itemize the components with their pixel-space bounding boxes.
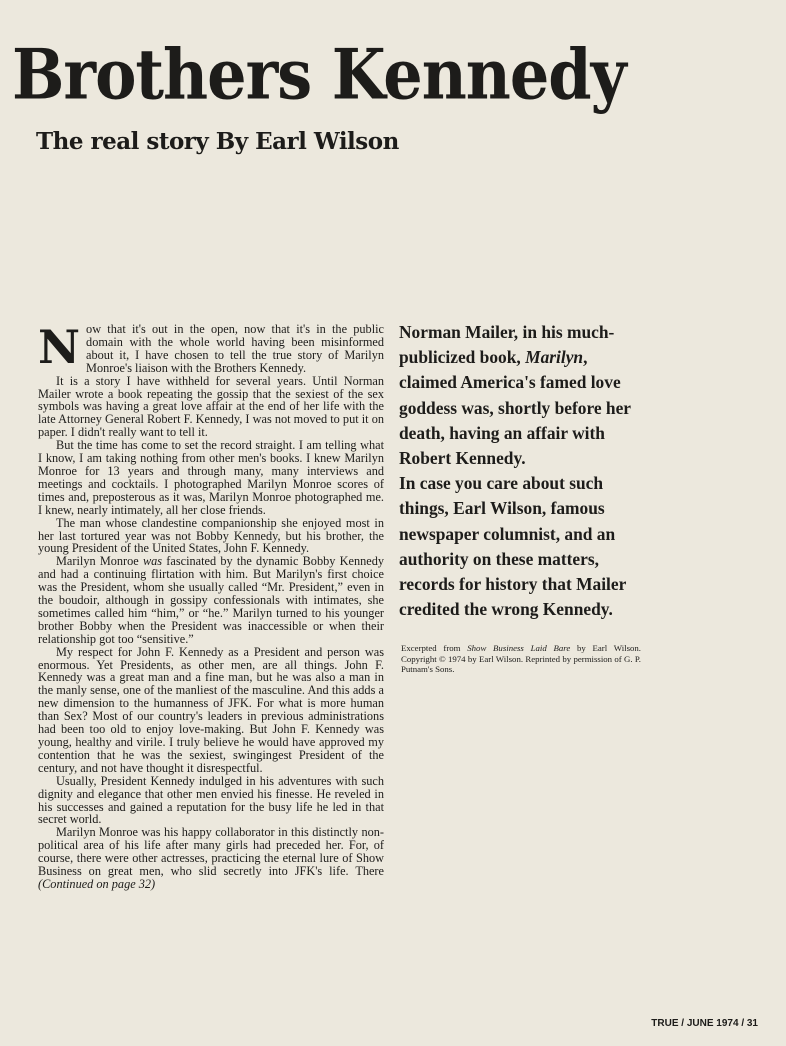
body-paragraph-6: My respect for John F. Kennedy as a President and person was enormous. Yet Presidents, as other men, are all things. John F. Kennedy was a great man and a fine man, but he was also a man in the manly sense, one of the manliest of the masculine. And this adds a new dimension to the humanness of JFK. For what is more human than Sex? Most of our country's leaders in previous administrations had been too old to enjoy love-making. But John F. Kennedy was young, healthy and virile. I truly believe he would have approved my contention that he was the sexiest, swingingest President of the century, and not have thought it disrespectful. — [38, 644, 384, 775]
continued-on-note: (Continued on page 32) — [38, 876, 156, 891]
deck-paragraph-1: Norman Mailer, in his much-publicized book, Marilyn, claimed America's famed love goddess was, shortly before her death, having an affair with Robert Kennedy. — [399, 322, 631, 469]
body-paragraph-8: Marilyn Monroe was his happy collaborator in this distinctly non-political area of his life after many girls had preceded her. For, of course, there were other actresses, practicing the eternal lure of Show Business on great men, who slid secretly into JFK's life. There (Continued on page 32) — [38, 825, 384, 891]
body-paragraph-4: The man whose clandestine companionship she enjoyed most in her last tortured year was not Bobby Kennedy, but his brother, the young President of the United States, John F. Kennedy. — [38, 515, 384, 556]
excerpt-credit: Excerpted from Show Business Laid Bare by Earl Wilson. Copyright © 1974 by Earl Wilson. Reprinted by permission of G. P. Putnam's Sons. — [401, 643, 642, 675]
body-paragraph-2: It is a story I have withheld for several years. Until Norman Mailer wrote a book repeating the gossip that the sexiest of the sex symbols was having a great love affair at the end of her life with the late Attorney General Robert F. Kennedy, I was not moved to put it on paper. I didn't really want to tell it. — [38, 373, 384, 440]
body-paragraph-1: Now that it's out in the open, now that it's in the public domain with the whole world having been misinformed about it, I have chosen to tell the true story of Marilyn Monroe's liaison with the Brothers Kennedy. — [38, 320, 384, 375]
page-folio: TRUE / JUNE 1974 / 31 — [651, 1018, 758, 1029]
drop-cap: N — [38, 320, 81, 374]
article-deck — [399, 320, 649, 622]
article-body — [38, 320, 384, 891]
body-paragraph-5: Marilyn Monroe was fascinated by the dynamic Bobby Kennedy and had a continuing flirtation with him. But Marilyn's first choice was the President, whom she usually called “Mr. President,” even in the boudoir, although in gossipy confessionals with intimates, she sometimes called him “him,” or “he.” Marilyn turned to his younger brother Bobby when the President was inaccessible or when their relationship got too “sensitive.” — [38, 554, 384, 646]
deck-paragraph-2: In case you care about such things, Earl Wilson, famous newspaper columnist, and an authority on these matters, records for history that Mailer credited the wrong Kennedy. — [399, 473, 626, 620]
body-paragraph-7: Usually, President Kennedy indulged in his adventures with such dignity and elegance that other men envied his finesse. He reveled in his successes and gained a reputation for the busy life he led in that secret world. — [38, 773, 384, 827]
body-paragraph-3: But the time has come to set the record straight. I am telling what I know, I am taking nothing from other men's books. I knew Marilyn Monroe for 13 years and through many, many interviews and meetings and cocktails. I photographed Marilyn Monroe scores of times and, preposterous as it was, Marilyn Monroe photographed me. I knew, nearly intimately, all her close friends. — [38, 438, 384, 517]
headline: Brothers Kennedy — [12, 33, 626, 116]
subheadline-byline: The real story By Earl Wilson — [36, 128, 399, 155]
